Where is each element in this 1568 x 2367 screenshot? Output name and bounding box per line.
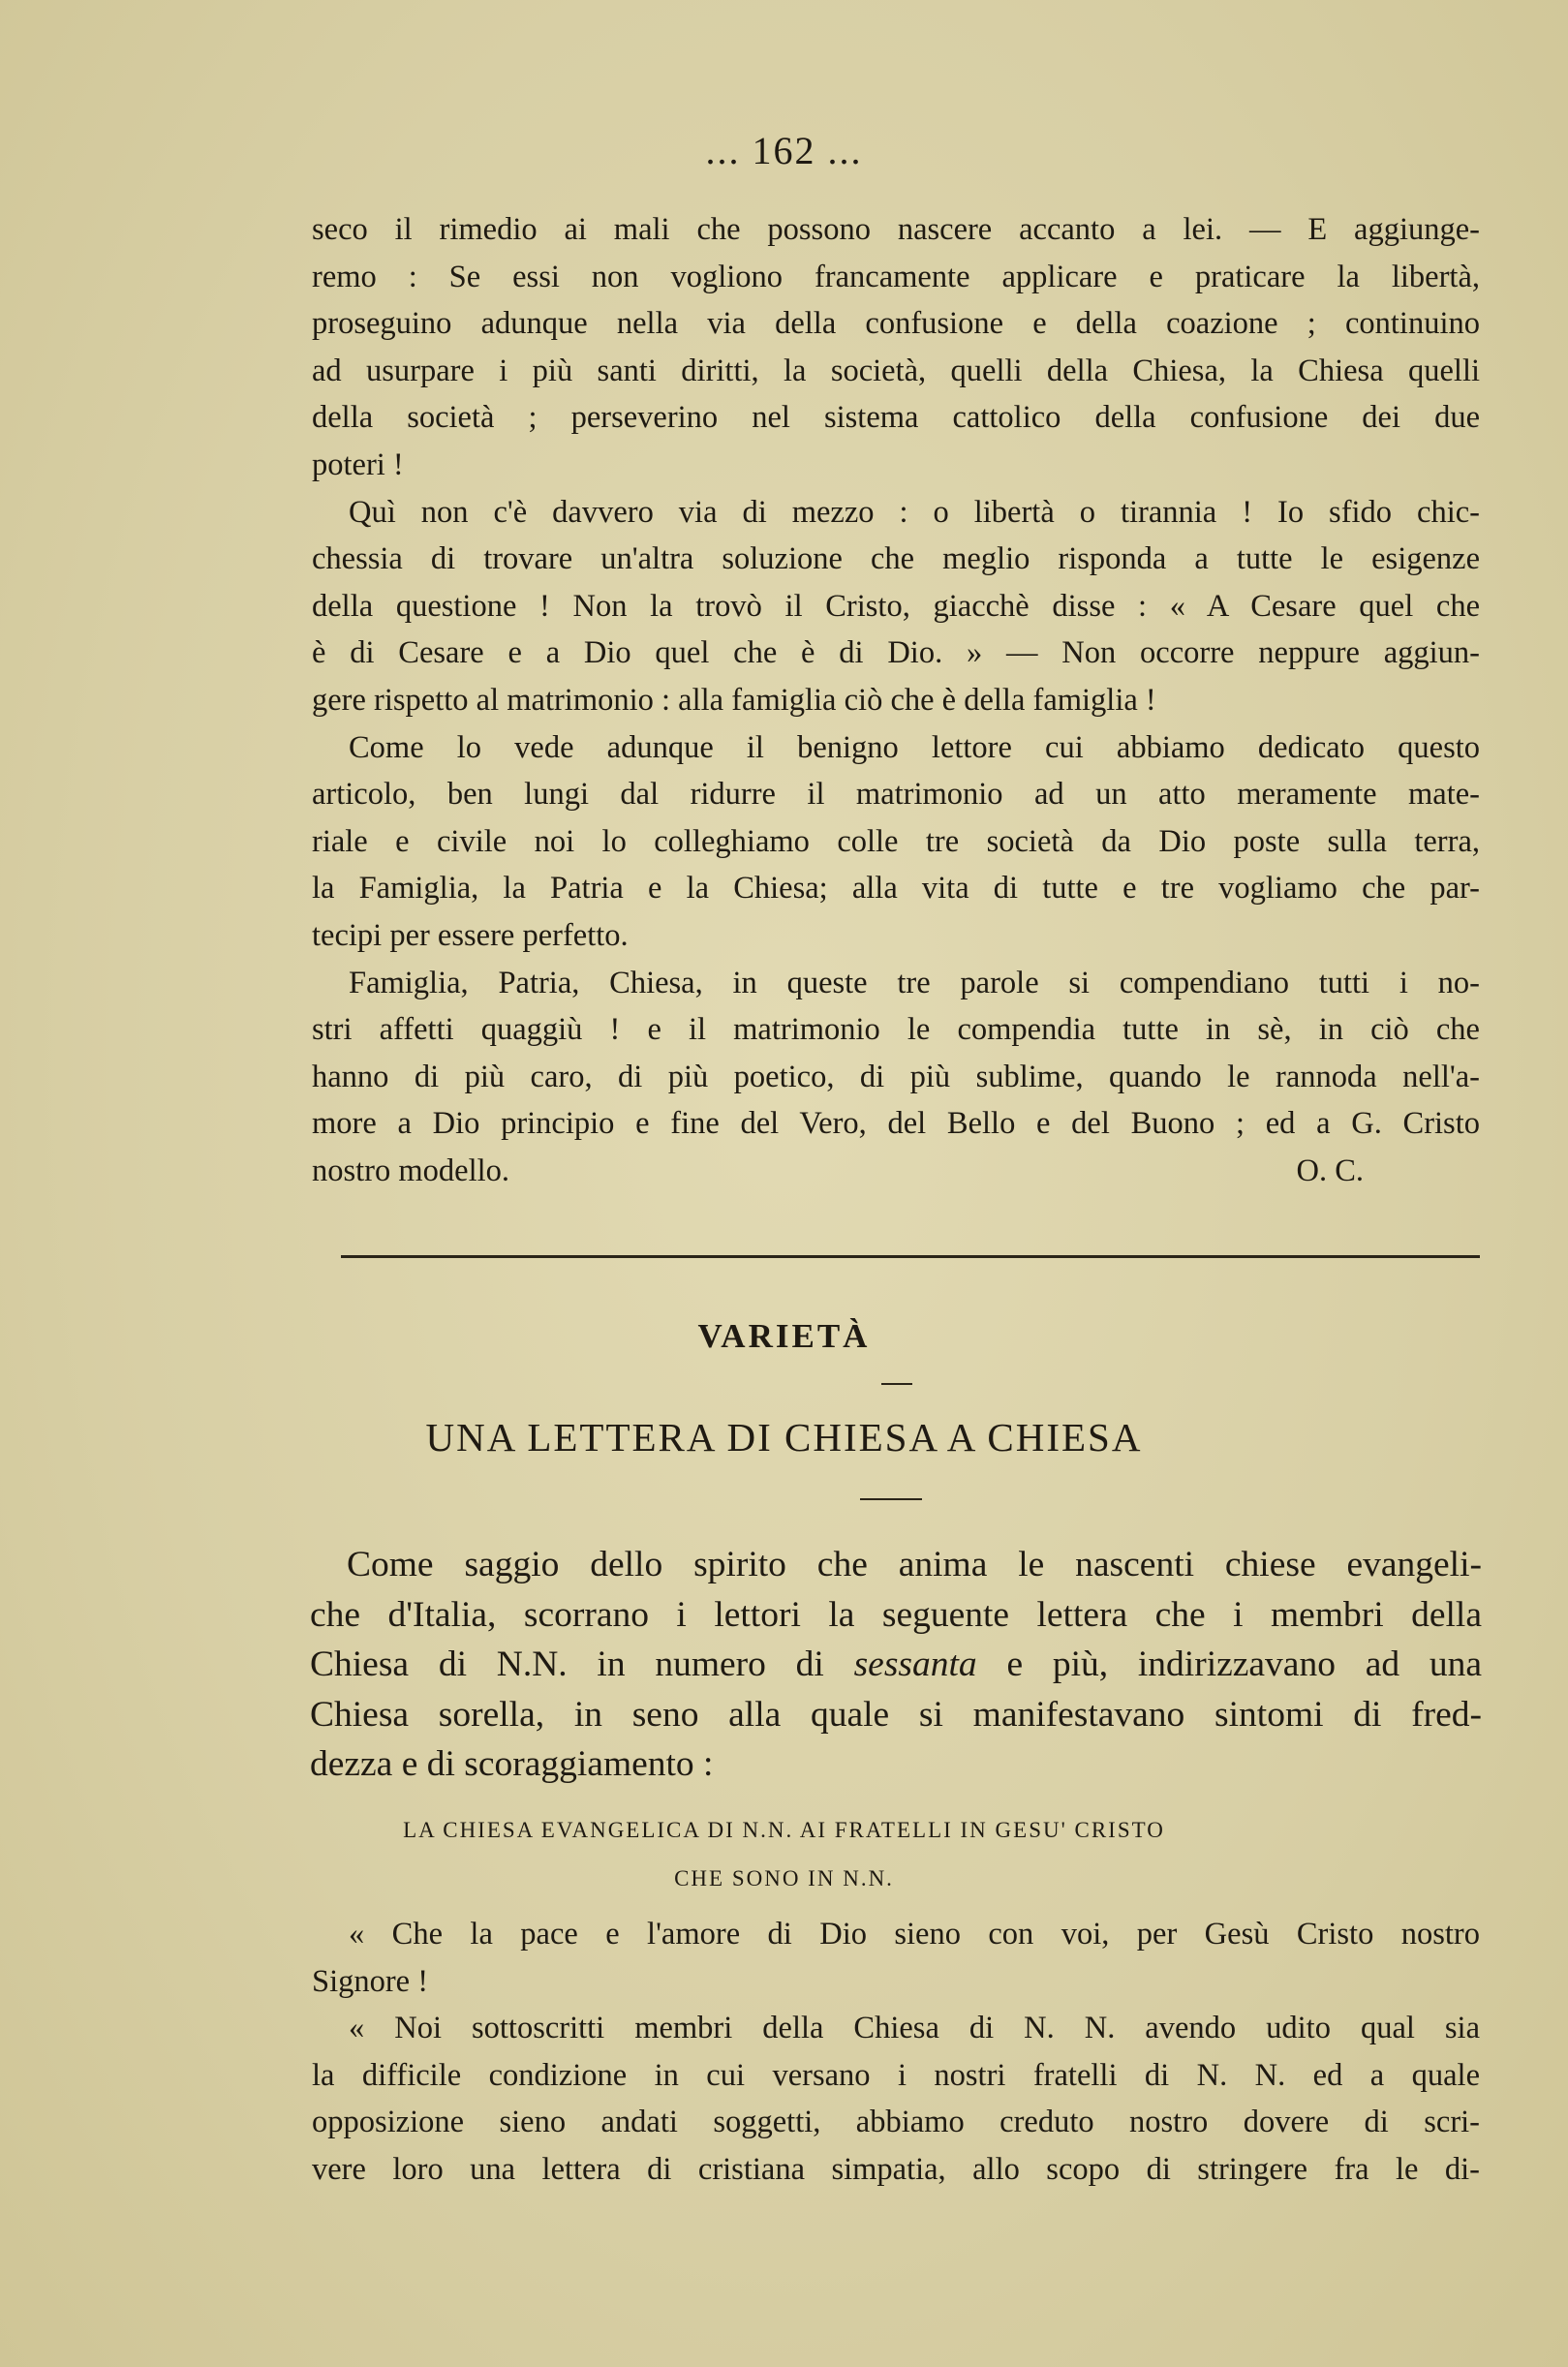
section-divider bbox=[341, 1255, 1480, 1258]
title-dash bbox=[881, 1383, 912, 1385]
text-line: Come saggio dello spirito che anima le nascenti chiese evangeli- bbox=[347, 1545, 1482, 1584]
text-line: remo : Se essi non vogliono francamente applicare e praticare la libertà, bbox=[312, 259, 1480, 294]
text-line: della società ; perseverino nel sistema cattolico della confusione dei due bbox=[312, 400, 1480, 436]
text-line: Signore ! bbox=[312, 1963, 429, 1999]
closing-line bbox=[312, 1148, 1480, 1195]
text-line: tecipi per essere perfetto. bbox=[312, 917, 629, 953]
text-line: dezza e di scoraggiamento : bbox=[310, 1744, 714, 1784]
text-line-with-emphasis: Chiesa di N.N. in numero di sessanta e più, indirizzavano ad una bbox=[310, 1645, 1483, 1684]
text-line: riale e civile noi lo colleghiamo colle tre società da Dio poste sulla terra, bbox=[312, 823, 1480, 859]
intro-paragraph bbox=[310, 1540, 1482, 1790]
section-title: VARIETÀ bbox=[697, 1317, 871, 1355]
text-line: la difficile condizione in cui versano i nostri fratelli di N. N. ed a quale bbox=[312, 2057, 1480, 2093]
text-line: Quì non c'è davvero via di mezzo : o libertà o tirannia ! Io sfido chic- bbox=[349, 494, 1480, 530]
text-line: stri affetti quaggiù ! e il matrimonio le compendia tutte in sè, in ciò che bbox=[312, 1012, 1480, 1048]
text-line: la Famiglia, la Patria e la Chiesa; alla vita di tutte e tre vogliamo che par- bbox=[312, 871, 1480, 907]
text-line: proseguino adunque nella via della confusione e della coazione ; continuino bbox=[312, 306, 1480, 342]
page-number: ... 162 ... bbox=[705, 129, 863, 172]
text-line: che d'Italia, scorrano i lettori la seguente lettera che i membri della bbox=[310, 1594, 1482, 1635]
article-title: UNA LETTERA DI CHIESA A CHIESA bbox=[425, 1415, 1143, 1460]
text-line: hanno di più caro, di più poetico, di più sublime, quando le rannoda nell'a- bbox=[312, 1059, 1480, 1094]
text-line: poteri ! bbox=[312, 446, 404, 482]
text-line: gere rispetto al matrimonio : alla famiglia ciò che è della famiglia ! bbox=[312, 682, 1156, 718]
author-signature: O. C. bbox=[1296, 1153, 1364, 1188]
text-line: della questione ! Non la trovò il Cristo, giacchè disse : « A Cesare quel che bbox=[312, 588, 1480, 624]
text-line: chessia di trovare un'altra soluzione che meglio risponda a tutte le esigenze bbox=[312, 541, 1480, 577]
title-dash bbox=[860, 1498, 922, 1500]
text-line: more a Dio principio e fine del Vero, del Bello e del Buono ; ed a G. Cristo bbox=[312, 1106, 1480, 1142]
text-line: Come lo vede adunque il benigno lettore cui abbiamo dedicato questo bbox=[349, 729, 1480, 765]
text-line: Famiglia, Patria, Chiesa, in queste tre parole si compendiano tutti i no- bbox=[349, 965, 1480, 1000]
text-line: « Che la pace e l'amore di Dio sieno con voi, per Gesù Cristo nostro bbox=[349, 1917, 1480, 1952]
text-line: Chiesa sorella, in seno alla quale si manifestavano sintomi di fred- bbox=[310, 1694, 1482, 1735]
letter-address-line: LA CHIESA EVANGELICA DI N.N. AI FRATELLI IN GESU' CRISTO bbox=[403, 1818, 1165, 1842]
text-line: vere loro una lettera di cristiana simpatia, allo scopo di stringere fra le di- bbox=[312, 2151, 1480, 2187]
text-line: opposizione sieno andati soggetti, abbiamo creduto nostro dovere di scri- bbox=[312, 2105, 1480, 2139]
text-line: seco il rimedio ai mali che possono nascere accanto a lei. — E aggiunge- bbox=[312, 212, 1480, 247]
text-line: nostro modello. bbox=[312, 1153, 510, 1188]
text-line: « Noi sottoscritti membri della Chiesa di N. N. avendo udito qual sia bbox=[349, 2011, 1480, 2045]
text-line: ad usurpare i più santi diritti, la società, quelli della Chiesa, la Chiesa quelli bbox=[312, 353, 1480, 388]
letter-text bbox=[312, 1911, 1480, 2193]
continued-article-text bbox=[312, 206, 1480, 1194]
emphasis: sessanta bbox=[853, 1645, 977, 1684]
text-line: è di Cesare e a Dio quel che è di Dio. » — Non occorre neppure aggiun- bbox=[312, 635, 1480, 671]
text-line: articolo, ben lungi dal ridurre il matrimonio ad un atto meramente mate- bbox=[312, 777, 1480, 813]
letter-address-line: CHE SONO IN N.N. bbox=[674, 1866, 894, 1891]
